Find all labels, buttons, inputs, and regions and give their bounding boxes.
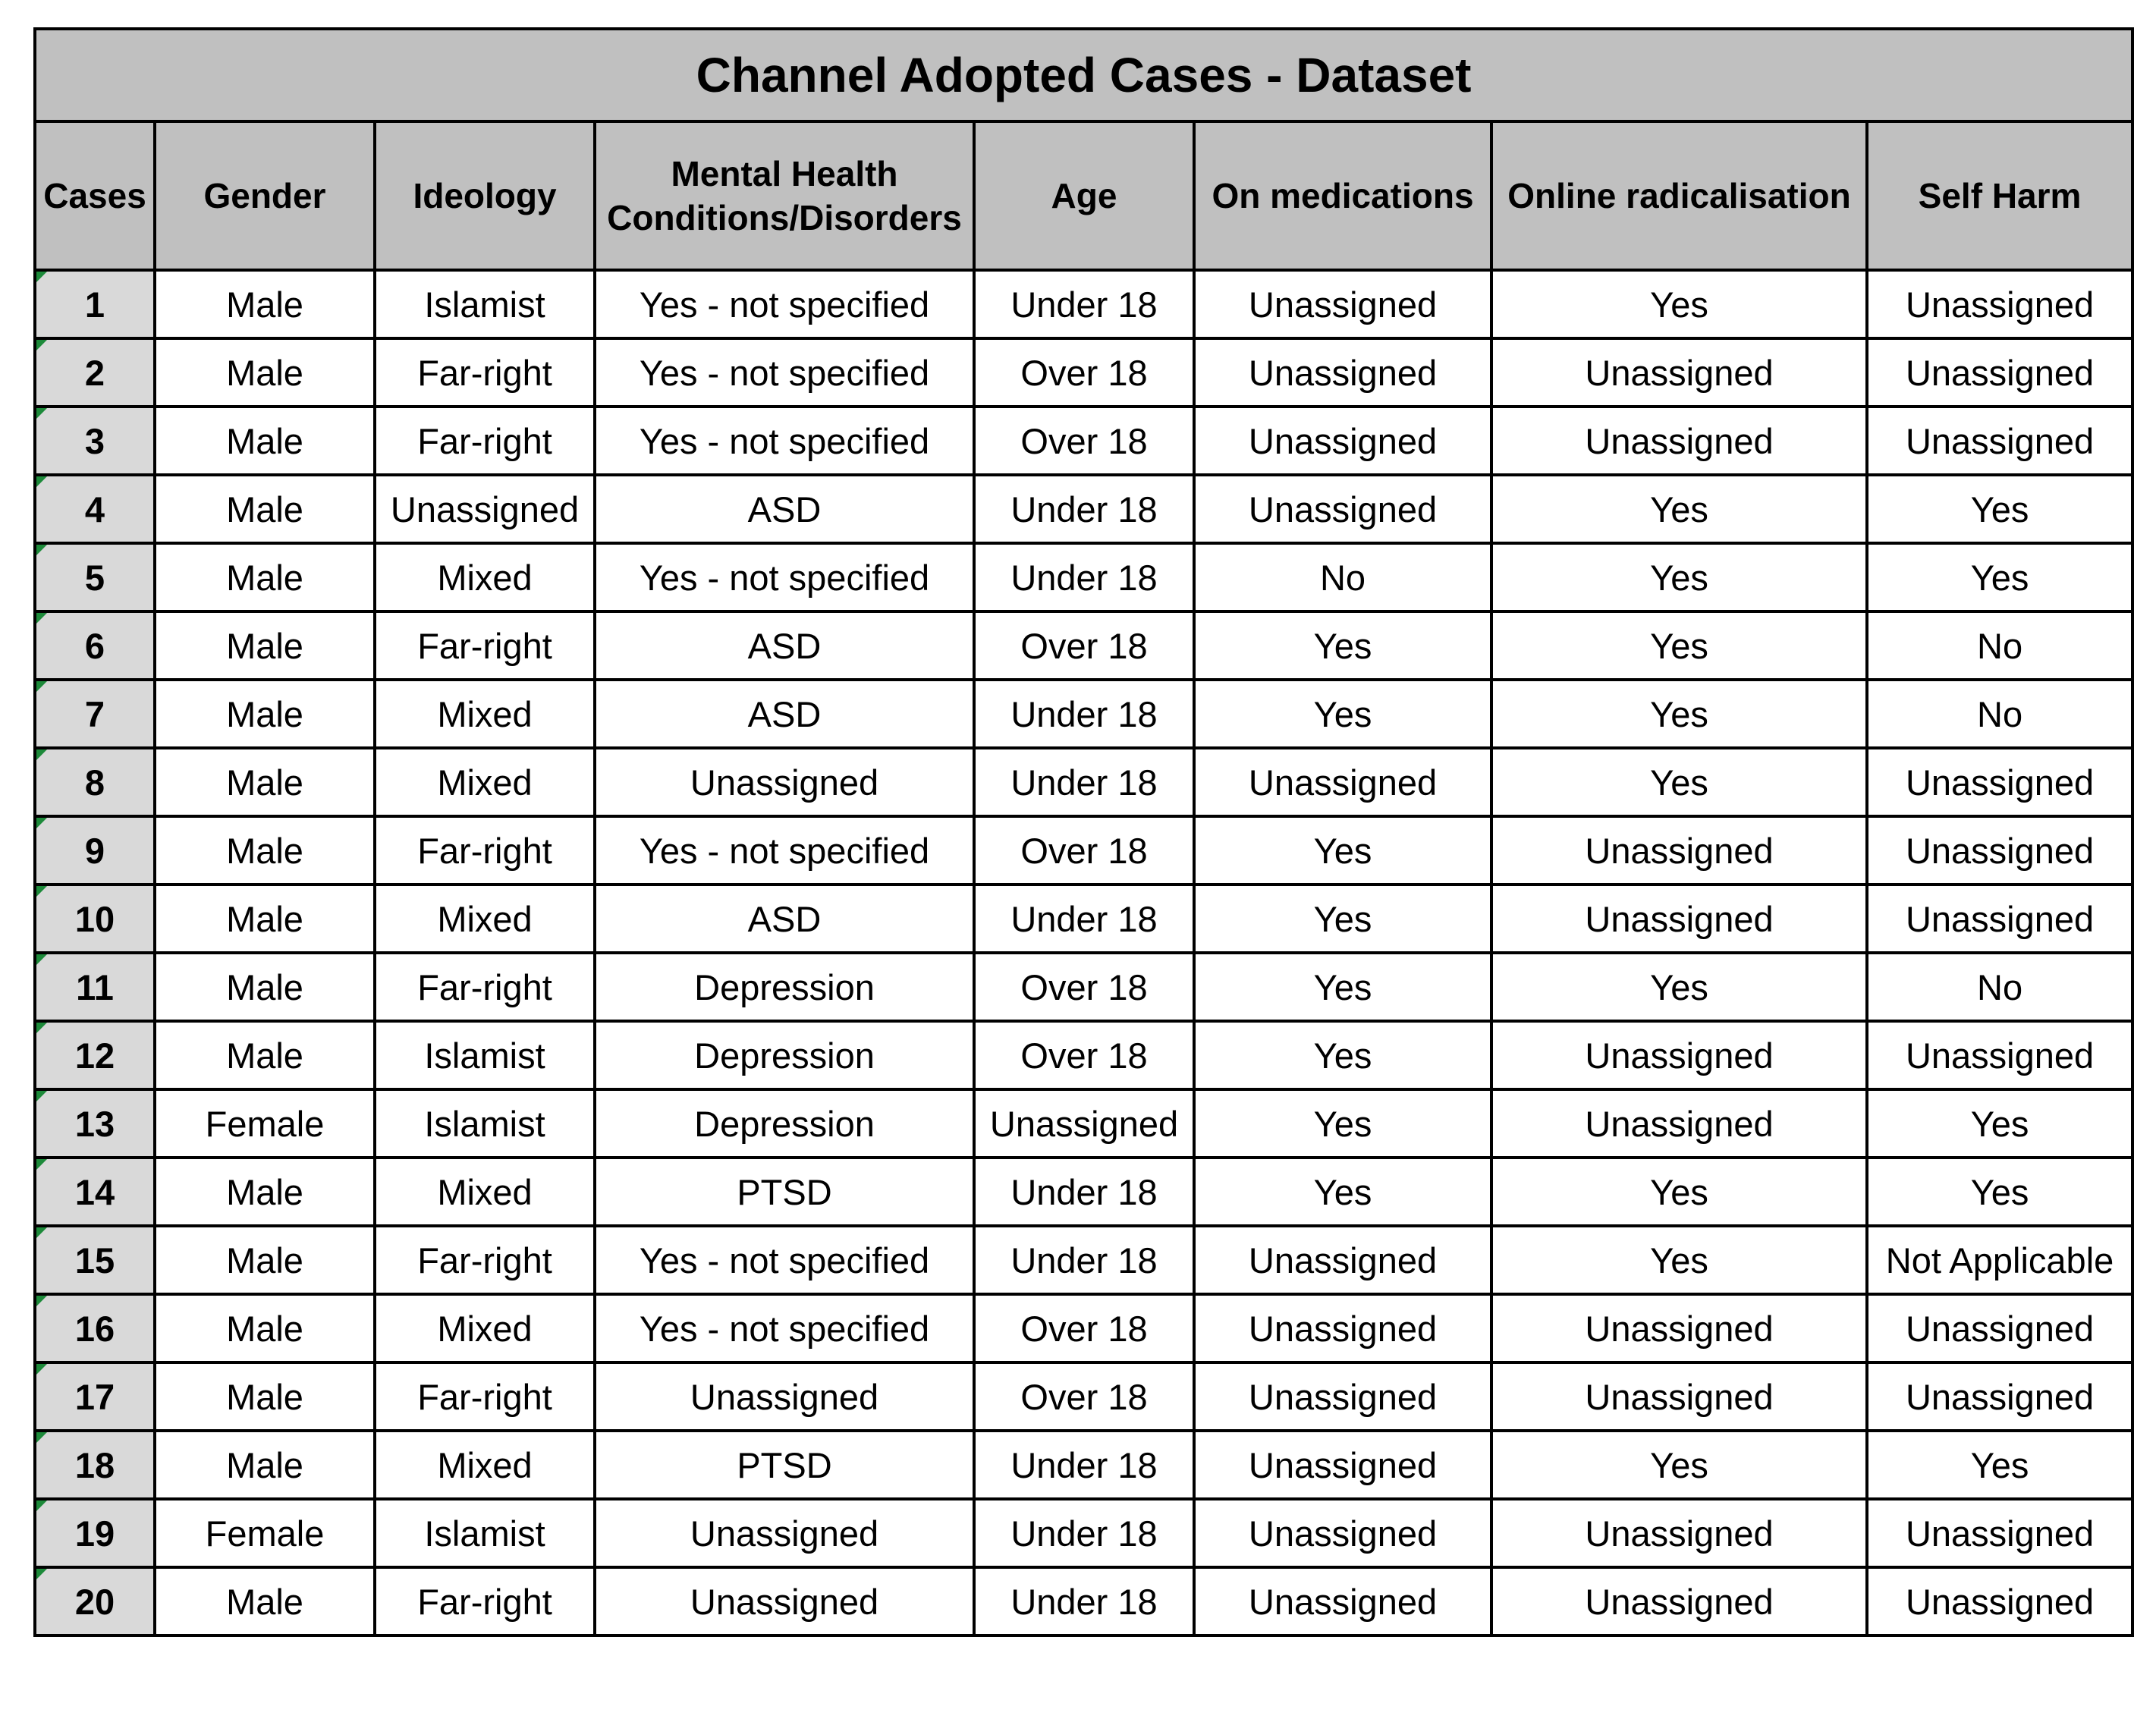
online-radicalisation-cell[interactable]: Unassigned: [1491, 407, 1867, 475]
ideology-cell[interactable]: Far-right: [375, 816, 595, 885]
online-radicalisation-cell[interactable]: Unassigned: [1491, 1567, 1867, 1636]
age-cell[interactable]: Over 18: [974, 1362, 1194, 1431]
self-harm-cell[interactable]: No: [1867, 680, 2132, 748]
self-harm-cell[interactable]: Yes: [1867, 1158, 2132, 1226]
medications-cell[interactable]: Unassigned: [1194, 1294, 1491, 1362]
case-number[interactable]: [35, 1431, 155, 1499]
table-row: [35, 680, 2132, 748]
self-harm-cell[interactable]: No: [1867, 953, 2132, 1021]
cell-comment-indicator-icon: [36, 1500, 47, 1511]
medications-cell[interactable]: No: [1194, 543, 1491, 611]
ideology-cell[interactable]: Mixed: [375, 1431, 595, 1499]
online-radicalisation-cell[interactable]: Unassigned: [1491, 1362, 1867, 1431]
medications-cell[interactable]: Yes: [1194, 885, 1491, 953]
age-cell[interactable]: Under 18: [974, 885, 1194, 953]
case-number-text: 7: [84, 693, 105, 734]
cell-comment-indicator-icon: [36, 1432, 47, 1443]
case-number[interactable]: [35, 1158, 155, 1226]
mental-health-cell[interactable]: Unassigned: [595, 1362, 974, 1431]
medications-cell[interactable]: Unassigned: [1194, 1226, 1491, 1294]
table-row: [35, 1499, 2132, 1567]
case-number[interactable]: [35, 475, 155, 543]
gender-cell[interactable]: Male: [155, 611, 375, 680]
mental-health-cell[interactable]: Yes - not specified: [595, 270, 974, 338]
self-harm-cell[interactable]: Not Applicable: [1867, 1226, 2132, 1294]
mental-health-cell[interactable]: Yes - not specified: [595, 1226, 974, 1294]
mental-health-cell[interactable]: Yes - not specified: [595, 1294, 974, 1362]
case-number[interactable]: [35, 1294, 155, 1362]
column-header-age: Age: [974, 121, 1194, 270]
gender-cell[interactable]: Male: [155, 748, 375, 816]
medications-cell[interactable]: Yes: [1194, 1021, 1491, 1089]
case-number[interactable]: [35, 611, 155, 680]
cell-comment-indicator-icon: [36, 476, 47, 487]
ideology-cell[interactable]: Mixed: [375, 748, 595, 816]
case-number-text: 20: [74, 1581, 115, 1622]
case-number-text: 10: [74, 898, 115, 939]
cell-comment-indicator-icon: [36, 1296, 47, 1306]
age-cell[interactable]: Under 18: [974, 680, 1194, 748]
case-number[interactable]: [35, 680, 155, 748]
ideology-cell[interactable]: Far-right: [375, 407, 595, 475]
gender-cell[interactable]: Male: [155, 953, 375, 1021]
case-number[interactable]: [35, 338, 155, 407]
case-number-text: 17: [74, 1376, 115, 1417]
age-cell[interactable]: Over 18: [974, 338, 1194, 407]
case-number[interactable]: [35, 885, 155, 953]
gender-cell[interactable]: Male: [155, 1021, 375, 1089]
online-radicalisation-cell[interactable]: Unassigned: [1491, 816, 1867, 885]
age-cell[interactable]: Under 18: [974, 475, 1194, 543]
case-number[interactable]: [35, 270, 155, 338]
medications-cell[interactable]: Yes: [1194, 611, 1491, 680]
cell-comment-indicator-icon: [36, 818, 47, 828]
self-harm-cell[interactable]: Unassigned: [1867, 1499, 2132, 1567]
age-cell[interactable]: Unassigned: [974, 1089, 1194, 1158]
ideology-cell[interactable]: Mixed: [375, 1158, 595, 1226]
cell-comment-indicator-icon: [36, 613, 47, 624]
gender-cell[interactable]: Male: [155, 1226, 375, 1294]
ideology-cell[interactable]: Islamist: [375, 1021, 595, 1089]
column-header-mental-health: Mental Health Conditions/Disorders: [595, 121, 974, 270]
self-harm-cell[interactable]: Unassigned: [1867, 407, 2132, 475]
ideology-cell[interactable]: Far-right: [375, 1567, 595, 1636]
medications-cell[interactable]: Yes: [1194, 1089, 1491, 1158]
online-radicalisation-cell[interactable]: Unassigned: [1491, 1294, 1867, 1362]
table-row: [35, 611, 2132, 680]
self-harm-cell[interactable]: Unassigned: [1867, 270, 2132, 338]
self-harm-cell[interactable]: Unassigned: [1867, 748, 2132, 816]
ideology-cell[interactable]: Far-right: [375, 611, 595, 680]
case-number[interactable]: [35, 407, 155, 475]
case-number-text: 1: [84, 284, 105, 325]
medications-cell[interactable]: Unassigned: [1194, 1499, 1491, 1567]
medications-cell[interactable]: Unassigned: [1194, 1567, 1491, 1636]
age-cell[interactable]: Over 18: [974, 816, 1194, 885]
table-row: [35, 407, 2132, 475]
mental-health-cell[interactable]: Depression: [595, 1089, 974, 1158]
case-number-text: 2: [84, 352, 105, 393]
gender-cell[interactable]: Male: [155, 338, 375, 407]
column-header-online-radicalisation: Online radicalisation: [1491, 121, 1867, 270]
ideology-cell[interactable]: Far-right: [375, 338, 595, 407]
case-number[interactable]: [35, 1362, 155, 1431]
table-row: [35, 1362, 2132, 1431]
gender-cell[interactable]: Male: [155, 816, 375, 885]
gender-cell[interactable]: Male: [155, 1158, 375, 1226]
online-radicalisation-cell[interactable]: Unassigned: [1491, 1021, 1867, 1089]
age-cell[interactable]: Under 18: [974, 543, 1194, 611]
table-row: [35, 475, 2132, 543]
gender-cell[interactable]: Male: [155, 475, 375, 543]
self-harm-cell[interactable]: Unassigned: [1867, 816, 2132, 885]
medications-cell[interactable]: Yes: [1194, 816, 1491, 885]
gender-cell[interactable]: Male: [155, 407, 375, 475]
cell-comment-indicator-icon: [36, 1023, 47, 1033]
mental-health-cell[interactable]: Depression: [595, 953, 974, 1021]
table-row: [35, 748, 2132, 816]
ideology-cell[interactable]: Far-right: [375, 953, 595, 1021]
ideology-cell[interactable]: Far-right: [375, 1226, 595, 1294]
cell-comment-indicator-icon: [36, 1364, 47, 1375]
cell-comment-indicator-icon: [36, 749, 47, 760]
case-number[interactable]: [35, 1089, 155, 1158]
mental-health-cell[interactable]: Yes - not specified: [595, 816, 974, 885]
online-radicalisation-cell[interactable]: Yes: [1491, 1226, 1867, 1294]
column-header-ideology: Ideology: [375, 121, 595, 270]
medications-cell[interactable]: Yes: [1194, 953, 1491, 1021]
case-number-text: 5: [84, 557, 105, 598]
case-number-text: 6: [84, 625, 105, 666]
gender-cell[interactable]: Male: [155, 1362, 375, 1431]
age-cell[interactable]: Over 18: [974, 1021, 1194, 1089]
title-row: [35, 29, 2132, 121]
medications-cell[interactable]: Unassigned: [1194, 270, 1491, 338]
self-harm-cell[interactable]: Yes: [1867, 1431, 2132, 1499]
online-radicalisation-cell[interactable]: Yes: [1491, 543, 1867, 611]
medications-cell[interactable]: Yes: [1194, 680, 1491, 748]
age-cell[interactable]: Under 18: [974, 1158, 1194, 1226]
column-header-gender: Gender: [155, 121, 375, 270]
mental-health-cell[interactable]: Unassigned: [595, 1499, 974, 1567]
online-radicalisation-cell[interactable]: Yes: [1491, 1431, 1867, 1499]
age-cell[interactable]: Over 18: [974, 611, 1194, 680]
online-radicalisation-cell[interactable]: Yes: [1491, 270, 1867, 338]
medications-cell[interactable]: Unassigned: [1194, 475, 1491, 543]
mental-health-cell[interactable]: Yes - not specified: [595, 338, 974, 407]
table-row: [35, 270, 2132, 338]
cell-comment-indicator-icon: [36, 545, 47, 555]
table-body: [35, 270, 2132, 1636]
table-row: [35, 1567, 2132, 1636]
case-number[interactable]: [35, 816, 155, 885]
medications-cell[interactable]: Unassigned: [1194, 748, 1491, 816]
cell-comment-indicator-icon: [36, 1569, 47, 1579]
cell-comment-indicator-icon: [36, 1091, 47, 1101]
age-cell[interactable]: Under 18: [974, 1567, 1194, 1636]
table-row: [35, 953, 2132, 1021]
header-row: [35, 121, 2132, 270]
case-number-text: 3: [84, 420, 105, 461]
self-harm-cell[interactable]: Unassigned: [1867, 1567, 2132, 1636]
mental-health-cell[interactable]: ASD: [595, 885, 974, 953]
mental-health-cell[interactable]: Yes - not specified: [595, 407, 974, 475]
table-row: [35, 1089, 2132, 1158]
age-cell[interactable]: Under 18: [974, 1431, 1194, 1499]
case-number[interactable]: [35, 1226, 155, 1294]
mental-health-cell[interactable]: Unassigned: [595, 748, 974, 816]
mental-health-cell[interactable]: Depression: [595, 1021, 974, 1089]
ideology-cell[interactable]: Mixed: [375, 543, 595, 611]
cell-comment-indicator-icon: [36, 1227, 47, 1238]
mental-health-cell[interactable]: ASD: [595, 680, 974, 748]
ideology-cell[interactable]: Unassigned: [375, 475, 595, 543]
self-harm-cell[interactable]: Unassigned: [1867, 338, 2132, 407]
mental-health-cell[interactable]: ASD: [595, 475, 974, 543]
case-number-text: 18: [74, 1444, 115, 1485]
gender-cell[interactable]: Male: [155, 270, 375, 338]
self-harm-cell[interactable]: Unassigned: [1867, 1362, 2132, 1431]
ideology-cell[interactable]: Islamist: [375, 1089, 595, 1158]
mental-health-cell[interactable]: PTSD: [595, 1158, 974, 1226]
online-radicalisation-cell[interactable]: Yes: [1491, 1158, 1867, 1226]
mental-health-cell[interactable]: Unassigned: [595, 1567, 974, 1636]
age-cell[interactable]: Over 18: [974, 407, 1194, 475]
gender-cell[interactable]: Male: [155, 1431, 375, 1499]
table-row: [35, 1158, 2132, 1226]
mental-health-cell[interactable]: Yes - not specified: [595, 543, 974, 611]
case-number-text: 8: [84, 762, 105, 803]
case-number[interactable]: [35, 1021, 155, 1089]
cell-comment-indicator-icon: [36, 954, 47, 965]
online-radicalisation-cell[interactable]: Yes: [1491, 953, 1867, 1021]
self-harm-cell[interactable]: No: [1867, 611, 2132, 680]
cell-comment-indicator-icon: [36, 408, 47, 419]
cell-comment-indicator-icon: [36, 1159, 47, 1170]
column-header-on-medications: On medications: [1194, 121, 1491, 270]
ideology-cell[interactable]: Mixed: [375, 680, 595, 748]
medications-cell[interactable]: Unassigned: [1194, 1431, 1491, 1499]
medications-cell[interactable]: Unassigned: [1194, 1362, 1491, 1431]
cell-comment-indicator-icon: [36, 272, 47, 282]
case-number[interactable]: [35, 1499, 155, 1567]
self-harm-cell[interactable]: Yes: [1867, 543, 2132, 611]
medications-cell[interactable]: Yes: [1194, 1158, 1491, 1226]
age-cell[interactable]: Under 18: [974, 270, 1194, 338]
case-number-text: 16: [74, 1308, 115, 1349]
gender-cell[interactable]: Male: [155, 1567, 375, 1636]
medications-cell[interactable]: Unassigned: [1194, 407, 1491, 475]
ideology-cell[interactable]: Mixed: [375, 1294, 595, 1362]
cell-comment-indicator-icon: [36, 886, 47, 897]
gender-cell[interactable]: Male: [155, 543, 375, 611]
case-number[interactable]: [35, 748, 155, 816]
table-row: [35, 1294, 2132, 1362]
case-number-text: 11: [76, 966, 114, 1007]
case-number-text: 13: [74, 1103, 115, 1144]
self-harm-cell[interactable]: Yes: [1867, 1089, 2132, 1158]
self-harm-cell[interactable]: Unassigned: [1867, 1021, 2132, 1089]
table-title: Channel Adopted Cases - Dataset: [35, 29, 2132, 121]
online-radicalisation-cell[interactable]: Yes: [1491, 680, 1867, 748]
gender-cell[interactable]: Female: [155, 1499, 375, 1567]
ideology-cell[interactable]: Islamist: [375, 1499, 595, 1567]
online-radicalisation-cell[interactable]: Yes: [1491, 475, 1867, 543]
table-row: [35, 543, 2132, 611]
ideology-cell[interactable]: Mixed: [375, 885, 595, 953]
table-row: [35, 816, 2132, 885]
column-header-cases: Cases: [35, 121, 155, 270]
dataset-table: [33, 27, 2134, 1637]
self-harm-cell[interactable]: Unassigned: [1867, 1294, 2132, 1362]
age-cell[interactable]: Under 18: [974, 1226, 1194, 1294]
ideology-cell[interactable]: Far-right: [375, 1362, 595, 1431]
online-radicalisation-cell[interactable]: Unassigned: [1491, 1499, 1867, 1567]
age-cell[interactable]: Under 18: [974, 748, 1194, 816]
table-row: [35, 1431, 2132, 1499]
table-row: [35, 338, 2132, 407]
table-row: [35, 1021, 2132, 1089]
gender-cell[interactable]: Male: [155, 680, 375, 748]
case-number-text: 9: [84, 830, 105, 871]
table-row: [35, 1226, 2132, 1294]
gender-cell[interactable]: Male: [155, 1294, 375, 1362]
column-header-self-harm: Self Harm: [1867, 121, 2132, 270]
online-radicalisation-cell[interactable]: Yes: [1491, 748, 1867, 816]
mental-health-cell[interactable]: ASD: [595, 611, 974, 680]
gender-cell[interactable]: Female: [155, 1089, 375, 1158]
gender-cell[interactable]: Male: [155, 885, 375, 953]
cell-comment-indicator-icon: [36, 340, 47, 350]
case-number-text: 14: [74, 1171, 115, 1212]
case-number-text: 4: [84, 489, 105, 529]
case-number[interactable]: [35, 1567, 155, 1636]
online-radicalisation-cell[interactable]: Yes: [1491, 611, 1867, 680]
case-number-text: 19: [74, 1513, 115, 1554]
age-cell[interactable]: Over 18: [974, 1294, 1194, 1362]
self-harm-cell[interactable]: Yes: [1867, 475, 2132, 543]
age-cell[interactable]: Over 18: [974, 953, 1194, 1021]
case-number[interactable]: [35, 953, 155, 1021]
table-row: [35, 885, 2132, 953]
case-number-text: 12: [74, 1035, 115, 1076]
ideology-cell[interactable]: Islamist: [375, 270, 595, 338]
self-harm-cell[interactable]: Unassigned: [1867, 885, 2132, 953]
medications-cell[interactable]: Unassigned: [1194, 338, 1491, 407]
cell-comment-indicator-icon: [36, 681, 47, 692]
case-number[interactable]: [35, 543, 155, 611]
age-cell[interactable]: Under 18: [974, 1499, 1194, 1567]
online-radicalisation-cell[interactable]: Unassigned: [1491, 1089, 1867, 1158]
mental-health-cell[interactable]: PTSD: [595, 1431, 974, 1499]
online-radicalisation-cell[interactable]: Unassigned: [1491, 338, 1867, 407]
online-radicalisation-cell[interactable]: Unassigned: [1491, 885, 1867, 953]
case-number-text: 15: [74, 1240, 115, 1281]
